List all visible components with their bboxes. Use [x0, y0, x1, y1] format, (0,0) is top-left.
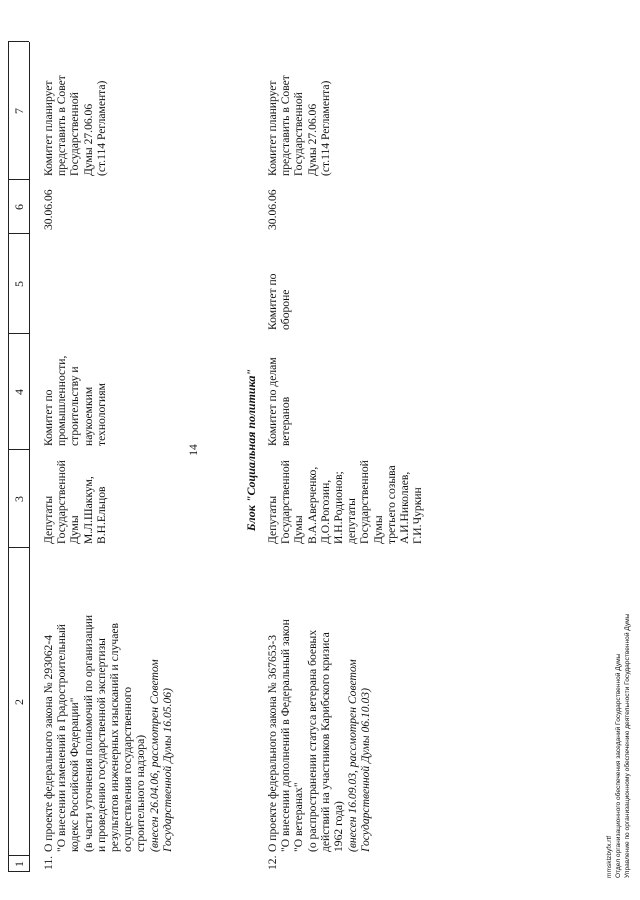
responsible-committee: Комитет по промышленности, строительству и наукоемким технологиям [42, 355, 108, 446]
deadline-date: 30.06.06 [42, 189, 55, 230]
footer-filename: mmsklzbyfx.rtf [606, 835, 613, 878]
col-header-7: 7 [12, 108, 26, 114]
row-number: 12. [266, 855, 279, 870]
bill-title: О проекте федерального закона № 367653-3 "О внесении дополнений в Федеральный закон "О ветеранах" (о распространении статуса ветерана боевых действий на участников Карибского кризиса 1962 года) [266, 619, 346, 852]
bill-note: (внесен 16.09.03, рассмотрен Советом Государственной Думы 06.10.03) [346, 659, 373, 852]
col-header-4: 4 [12, 389, 26, 395]
bill-authors: Депутаты Государственной Думы В.А.Аверченко, Д.О.Рогозин, И.Н.Родионов; депутаты Государственной Думы третьего созыва А.И.Николаев, Г.И.Чуркин [266, 460, 425, 544]
deadline-date: 30.06.06 [266, 189, 279, 230]
row-number: 11. [42, 855, 55, 870]
plan-note: Комитет планирует представить в Совет Государственной Думы 27.06.06 (ст.114 Регламента) [266, 75, 332, 176]
bill-note: (внесен 26.04.06, рассмотрен Советом Государственной Думы 16.05.06) [148, 659, 175, 852]
responsible-committee: Комитет по делам ветеранов [266, 357, 293, 446]
footer-department: Отдел организационного обеспечения заседаний Государственной Думы [615, 653, 622, 878]
footer-directorate: Управление по организационному обеспечению деятельности Государственной Думы [624, 613, 631, 878]
col-header-2: 2 [12, 699, 26, 705]
col-header-5: 5 [12, 281, 26, 287]
block-title: Блок "Социальная политика" [244, 368, 258, 532]
bill-authors: Депутаты Государственной Думы М.Л.Шаккум, В.Н.Ельцов [42, 460, 108, 544]
plan-note: Комитет планирует представить в Совет Государственной Думы 27.06.06 (ст.114 Регламента) [42, 75, 108, 176]
col-header-3: 3 [12, 496, 26, 502]
bill-title: О проекте федерального закона № 293062-4 "О внесении изменений в Градостроительный кодекс Российской Федерации" (в части уточнения полномочий по организации и проведению государственной экспертизы результатов инженерных изысканий и случаев осуществления государственного строительного надзора) [42, 614, 148, 852]
co-committee: Комитет по обороне [266, 273, 293, 330]
col-header-6: 6 [12, 204, 26, 210]
col-header-1: 1 [12, 861, 26, 867]
page-number: 14 [188, 444, 200, 456]
